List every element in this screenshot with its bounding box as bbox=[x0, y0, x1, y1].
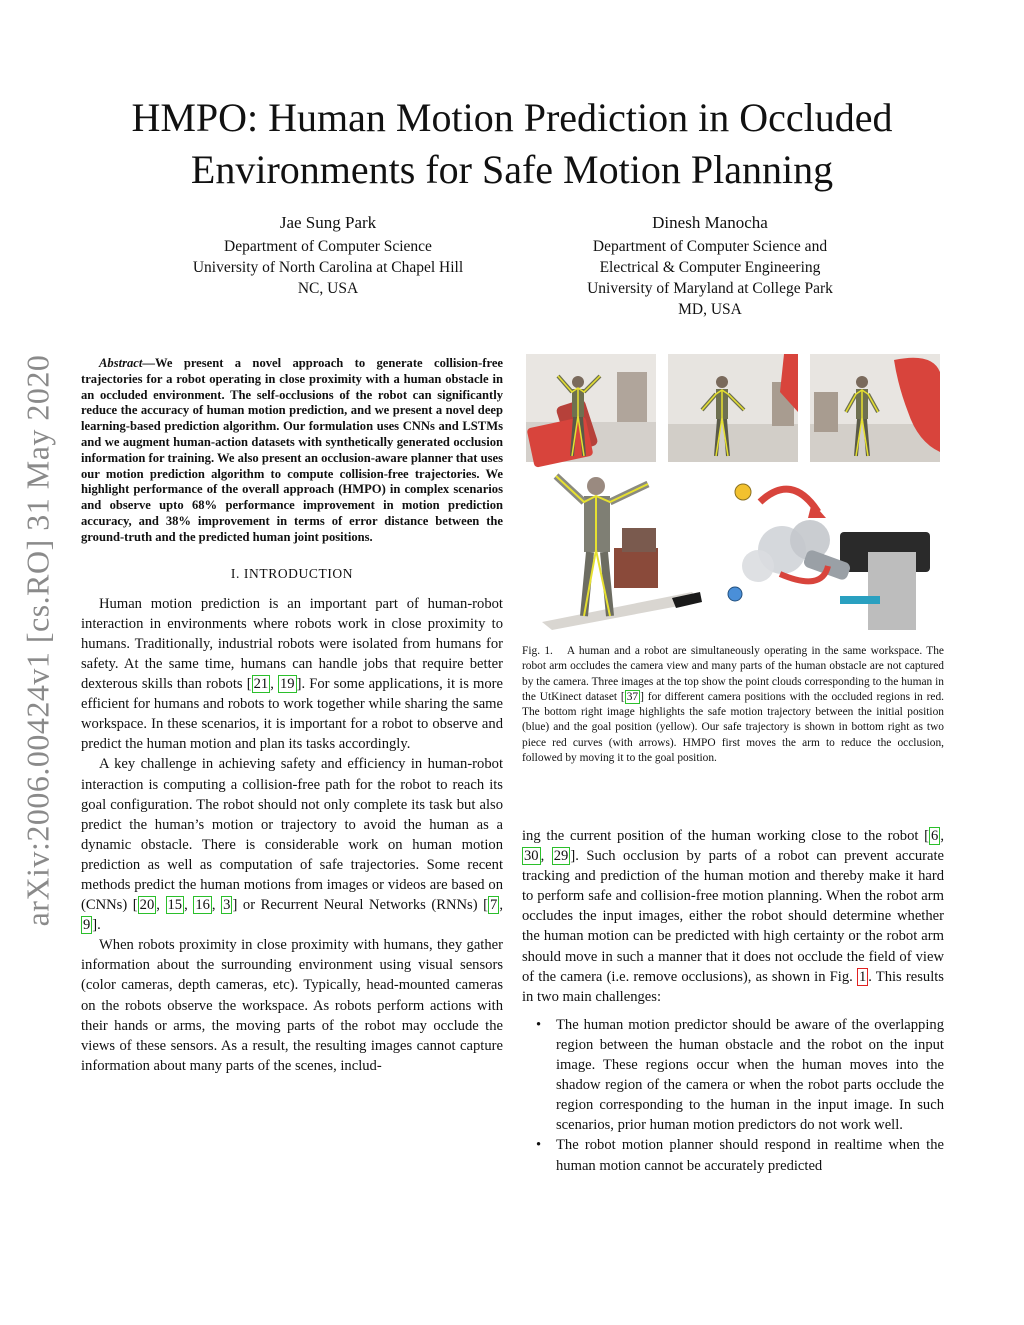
abstract-lead: Abstract bbox=[99, 356, 143, 370]
author-block-1 bbox=[138, 212, 518, 299]
bullet-icon: • bbox=[536, 1016, 542, 1033]
author-affiliation: Electrical & Computer Engineering bbox=[599, 259, 821, 276]
point-cloud-panel-1 bbox=[526, 354, 656, 468]
author-affiliation: Department of Computer Science bbox=[224, 238, 432, 255]
citation-link[interactable]: 16 bbox=[195, 897, 210, 914]
title-line-2: Environments for Safe Motion Planning bbox=[190, 147, 834, 192]
figure-1 bbox=[522, 352, 944, 632]
citation-link[interactable]: 20 bbox=[139, 897, 155, 914]
section-heading-introduction: I. INTRODUCTION bbox=[230, 565, 354, 581]
right-paragraph-1: ing the current position of the human working close to the robot [ 6 , 30 , 29 ]. Such occlusion by parts of a robot can prevent accurate tracking and prediction of the human motion and thereby make it hard to perform safe and collision-free motion planning. When the robot arm occludes the input images, either the robot should determine whether the human motion can be predicted with high certainty or the robot arm should move in such a manner that it does not occlude the field of view of the camera (i.e. remove occlusions), as shown in Fig. 1 . This results in two main challenges: bbox=[522, 828, 945, 1005]
point-cloud-panel-3 bbox=[810, 354, 940, 462]
right-column bbox=[522, 826, 944, 1176]
intro-paragraph-3: When robots proximity in close proximity with humans, they gather information about the surrounding environment using visual sensors (color cameras, depth cameras, etc). Typically, head-mounted cameras on the robots observe the workspace. As robots perform actions with their hands or arms, the moving parts of the robot may occlude the views of these sensors. As a result, the resulting images cannot capture information about many parts of the scenes, includ- bbox=[81, 937, 503, 1074]
intro-paragraph-2: A key challenge in achieving safety and efficiency in human-robot interaction is computing a collision-free path for the robot to reach its goal configuration. The robot should not only complete its task but also predict the human’s motion or trajectory to avoid the human as a dynamic obstacle. There is considerable work on human motion prediction as well as computation of safe trajectories. Some recent methods predict the human motions from images or videos are based on (CNNs) [ 20 , 15 , 16 , 3 ] or Recurrent Neural Networks (RNNs) [ 7 , 9 ]. bbox=[81, 756, 503, 934]
figure-1-caption: Fig. 1. A human and a robot are simultaneously operating in the same workspace. The robot arm occludes the camera view and many parts of the human obstacle are not captured by the camera. Three images at the top show the point clouds corresponding to the human in the UtKinect dataset [ 37 ] for different camera positions with the occluded regions in red. The bottom right image highlights the safe motion trajectory between the initial position (blue) and the goal position (yellow). Our safe trajectory is shown in bottom right as two piece red curves (with arrows). HMPO first moves the arm to reduce the occlusion, followed by moving it to the goal position. bbox=[522, 645, 944, 765]
left-column bbox=[81, 356, 503, 1076]
author-affiliation: NC, USA bbox=[297, 280, 359, 297]
abstract-text: —We present a novel approach to generate collision-free trajectories for a robot operating in close proximity with a human obstacle in an occluded environment. The self-occlusions of the robot can significantly reduce the accuracy of human motion prediction, and we present a novel deep learning-based prediction algorithm. Our formulation uses CNNs and LSTMs and we augment human-action datasets with synthetically generated occlusion information for training. We also present an occlusion-aware planner that uses our motion prediction algorithm to compute collision-free trajectories. We highlight performance of the overall approach (HMPO) in complex scenarios and observe upto 68% performance improvement in motion prediction accuracy, and 38% improvement in terms of error distance between the ground-truth and the predicted human joint positions. bbox=[81, 356, 503, 544]
author-name: Jae Sung Park bbox=[279, 213, 377, 232]
robot-trajectory-render bbox=[728, 470, 940, 630]
citation-link[interactable]: 15 bbox=[167, 897, 183, 914]
abstract bbox=[81, 356, 503, 546]
citation-link[interactable]: 7 bbox=[490, 897, 498, 914]
title-line-1: HMPO: Human Motion Prediction in Occluded bbox=[131, 95, 893, 140]
citation-link[interactable]: 37 bbox=[626, 690, 639, 703]
citation-link[interactable]: 29 bbox=[553, 848, 569, 865]
citation-link[interactable]: 6 bbox=[931, 828, 939, 844]
author-affiliation: University of Maryland at College Park bbox=[587, 280, 833, 297]
author-affiliation: MD, USA bbox=[678, 301, 742, 318]
citation-link[interactable]: 19 bbox=[279, 676, 295, 693]
citation-link[interactable]: 30 bbox=[524, 848, 539, 865]
citation-link[interactable]: 21 bbox=[253, 676, 269, 693]
author-affiliation: Department of Computer Science and bbox=[592, 238, 828, 255]
arxiv-sidebar bbox=[16, 340, 60, 940]
author-name: Dinesh Manocha bbox=[652, 213, 768, 232]
point-cloud-large bbox=[526, 470, 726, 630]
intro-paragraph-1: Human motion prediction is an important part of human-robot interaction in environments where robots work in close proximity to humans. Traditionally, industrial robots were isolated from humans for safety. At the same time, humans can handle jobs that require better dexterous skills than robots [ 21 , 19 ]. For some applications, it is more efficient for humans and robots to work together while sharing the same workspace. In these scenarios, it is important for a robot to observe and predict the human motion and plan its tasks accordingly. bbox=[81, 595, 503, 753]
arxiv-identifier: arXiv:2006.00424v1 [cs.RO] 31 May 2020 bbox=[19, 354, 56, 926]
author-affiliation: University of North Carolina at Chapel Hill bbox=[192, 259, 464, 276]
list-item: • The robot motion planner should respond in realtime when the human motion cannot be accurately predicted bbox=[536, 1137, 944, 1174]
challenge-list bbox=[522, 1015, 944, 1176]
author-block-2 bbox=[520, 212, 900, 320]
figure-label: Fig. 1. bbox=[522, 645, 553, 657]
point-cloud-panel-2 bbox=[668, 354, 798, 462]
citation-link[interactable]: 9 bbox=[83, 917, 91, 934]
list-item: • The human motion predictor should be aware of the overlapping region between the human obstacle and the robot on the input image. These regions occur when the human moves into the shadow region of the camera or when the robot parts occlude the region corresponding to the human in the input image. In such scenarios, prior human motion predictors do not work well. bbox=[536, 1016, 944, 1134]
paper-title bbox=[80, 92, 944, 196]
citation-link[interactable]: 3 bbox=[223, 897, 231, 914]
bullet-icon: • bbox=[536, 1137, 542, 1154]
figure-reference-link[interactable]: 1 bbox=[858, 968, 867, 985]
figure-1-image bbox=[522, 352, 944, 632]
